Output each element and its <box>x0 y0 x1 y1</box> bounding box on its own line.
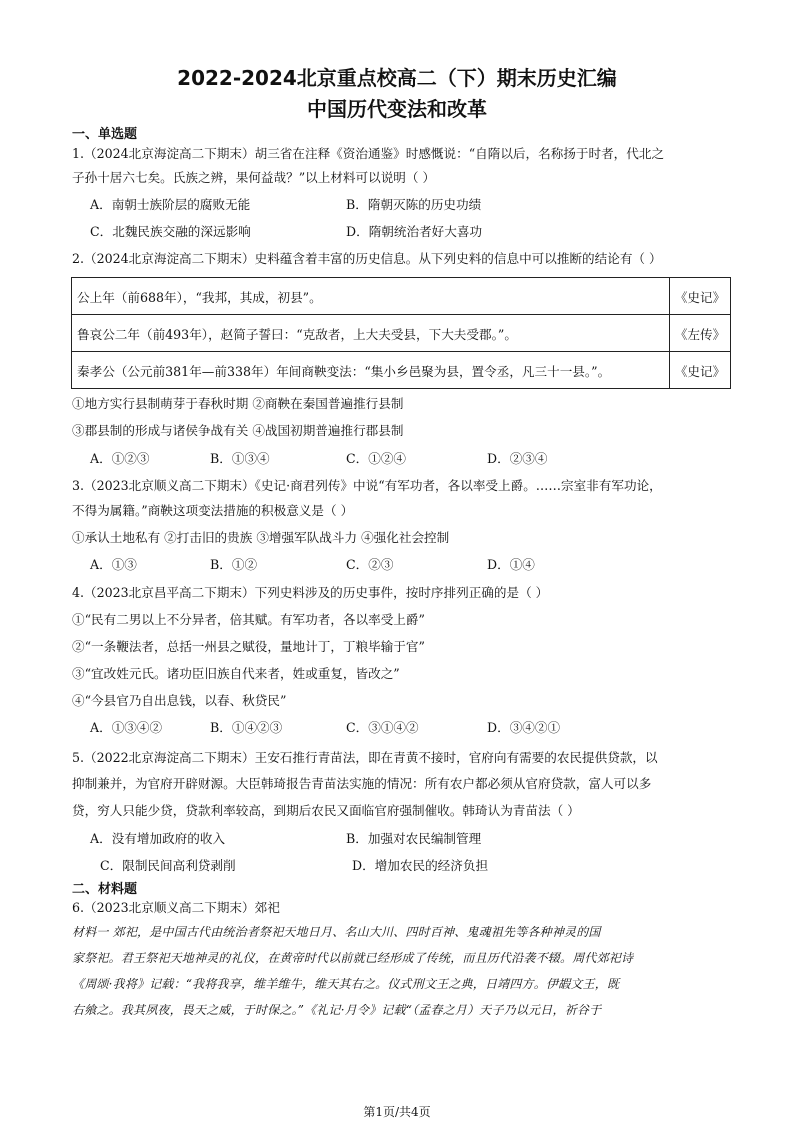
q2-stem: 2.（2024北京海淀高二下期末）史料蕴含着丰富的历史信息。从下列史料的信息中可以推断的结论有（ ） <box>72 251 662 266</box>
q4-source-4: ④“今县官乃自出息钱，以春、秋贷民” <box>72 693 287 708</box>
q3-option-a: A．①③ <box>90 557 137 572</box>
q1-option-c: C．北魏民族交融的深远影响 <box>90 224 251 239</box>
q6-material-line1: 材料一 郊祀，是中国古代由统治者祭祀天地日月、名山大川、四时百神、鬼魂祖先等各种神灵的国 <box>72 925 601 939</box>
q3-option-d: D．①④ <box>487 557 535 572</box>
q4-source-3: ③“宜改姓元氏。诸功臣旧族自代来者，姓或重复，皆改之” <box>72 666 400 681</box>
q1-stem-line2: 子孙十居六七矣。氏族之辨，果何益哉？”以上材料可以说明（ ） <box>72 170 436 185</box>
source-book: 《史记》 <box>670 352 731 389</box>
q2-option-c: C．①②④ <box>346 451 407 466</box>
q5-option-d: D．增加农民的经济负担 <box>352 858 489 873</box>
q3-option-b: B．①② <box>210 557 258 572</box>
document-title: 2022-2024北京重点校高二（下）期末历史汇编 <box>177 66 617 90</box>
q5-stem-line3: 贷，穷人只能少贷，贷款利率较高，到期后农民又面临官府强制催收。韩琦认为青苗法（ ） <box>72 803 580 818</box>
q4-source-1: ①“民有二男以上不分异者，倍其赋。有军功者，各以率受上爵” <box>72 612 425 627</box>
q1-option-b: B．隋朝灭陈的历史功绩 <box>346 197 482 212</box>
q4-source-2: ②“一条鞭法者，总括一州县之赋役，量地计丁，丁粮毕输于官” <box>72 639 425 654</box>
q2-source-table <box>71 277 731 389</box>
q6-stem: 6.（2023北京顺义高二下期末）郊祀 <box>72 900 280 915</box>
q5-option-a: A．没有增加政府的收入 <box>90 831 226 846</box>
q1-option-d: D．隋朝统治者好大喜功 <box>346 224 483 239</box>
q2-statements-line2: ③郡县制的形成与诸侯争战有关 ④战国初期普遍推行郡县制 <box>72 423 404 438</box>
q4-option-c: C．③①④② <box>346 720 419 735</box>
source-text: 公上年（前688年），“我邦，其成，初县”。 <box>72 278 670 315</box>
section-heading-material: 二、材料题 <box>72 882 138 897</box>
q5-option-c: C．限制民间高利贷剥削 <box>100 858 236 873</box>
table-row <box>72 278 731 315</box>
q5-stem-line1: 5.（2022北京海淀高二下期末）王安石推行青苗法，即在青黄不接时，官府向有需要的农民提供贷款，以 <box>72 750 658 765</box>
q1-stem-line1: 1.（2024北京海淀高二下期末）胡三省在注释《资治通鉴》时感慨说：“自隋以后，名称扬于时者，代北之 <box>72 146 665 161</box>
q3-option-c: C．②③ <box>346 557 394 572</box>
q5-stem-line2: 抑制兼并，为官府开辟财源。大臣韩琦报告青苗法实施的情况：所有农户都必须从官府贷款，富人可以多 <box>72 776 652 791</box>
page-footer: 第1页/共4页 <box>363 1105 431 1119</box>
q1-option-a: A．南朝士族阶层的腐败无能 <box>90 197 251 212</box>
q3-stem-line1: 3.（2023北京顺义高二下期末）《史记·商君列传》中说“有军功者，各以率受上爵。……宗室非有军功论， <box>72 478 662 493</box>
source-book: 《左传》 <box>670 315 731 352</box>
table-row <box>72 315 731 352</box>
source-text: 鲁哀公二年（前493年），赵简子誓曰：“克敌者，上大夫受县，下大夫受郡。”。 <box>72 315 670 352</box>
q3-stem-line2: 不得为属籍。”商鞅这项变法措施的积极意义是（ ） <box>72 503 354 518</box>
source-text: 秦孝公（公元前381年—前338年）年间商鞅变法：“集小乡邑聚为县，置令丞，凡三十一县。”。 <box>72 352 670 389</box>
q6-material-line2: 家祭祀。君王祭祀天地神灵的礼仪，在黄帝时代以前就已经形成了传统，而且历代沿袭不辍。周代郊祀诗 <box>72 951 634 965</box>
q4-option-a: A．①③④② <box>90 720 163 735</box>
q2-statements-line1: ①地方实行县制萌芽于春秋时期 ②商鞅在秦国普遍推行县制 <box>72 396 404 411</box>
q6-material-line3: 《周颂·我将》记载：“我将我享，维羊维牛，维天其右之。仪式刑文王之典，日靖四方。伊嘏文王，既 <box>72 977 620 991</box>
q4-option-b: B．①④②③ <box>210 720 283 735</box>
source-book: 《史记》 <box>670 278 731 315</box>
table-row <box>72 352 731 389</box>
section-heading-single-choice: 一、单选题 <box>72 127 138 142</box>
q4-option-d: D．③④②① <box>487 720 561 735</box>
q6-material-line4: 右飨之。我其夙夜，畏天之威，于时保之。”《礼记·月令》记载“（孟春之月）天子乃以元日，祈谷于 <box>72 1003 602 1017</box>
q2-option-b: B．①③④ <box>210 451 270 466</box>
q5-option-b: B．加强对农民编制管理 <box>346 831 482 846</box>
q2-option-a: A．①②③ <box>90 451 150 466</box>
q4-stem: 4.（2023北京昌平高二下期末）下列史料涉及的历史事件，按时序排列正确的是（ ） <box>72 585 549 600</box>
document-subtitle: 中国历代变法和改革 <box>307 97 487 121</box>
q2-option-d: D．②③④ <box>487 451 548 466</box>
q3-statements: ①承认土地私有 ②打击旧的贵族 ③增强军队战斗力 ④强化社会控制 <box>72 530 450 545</box>
